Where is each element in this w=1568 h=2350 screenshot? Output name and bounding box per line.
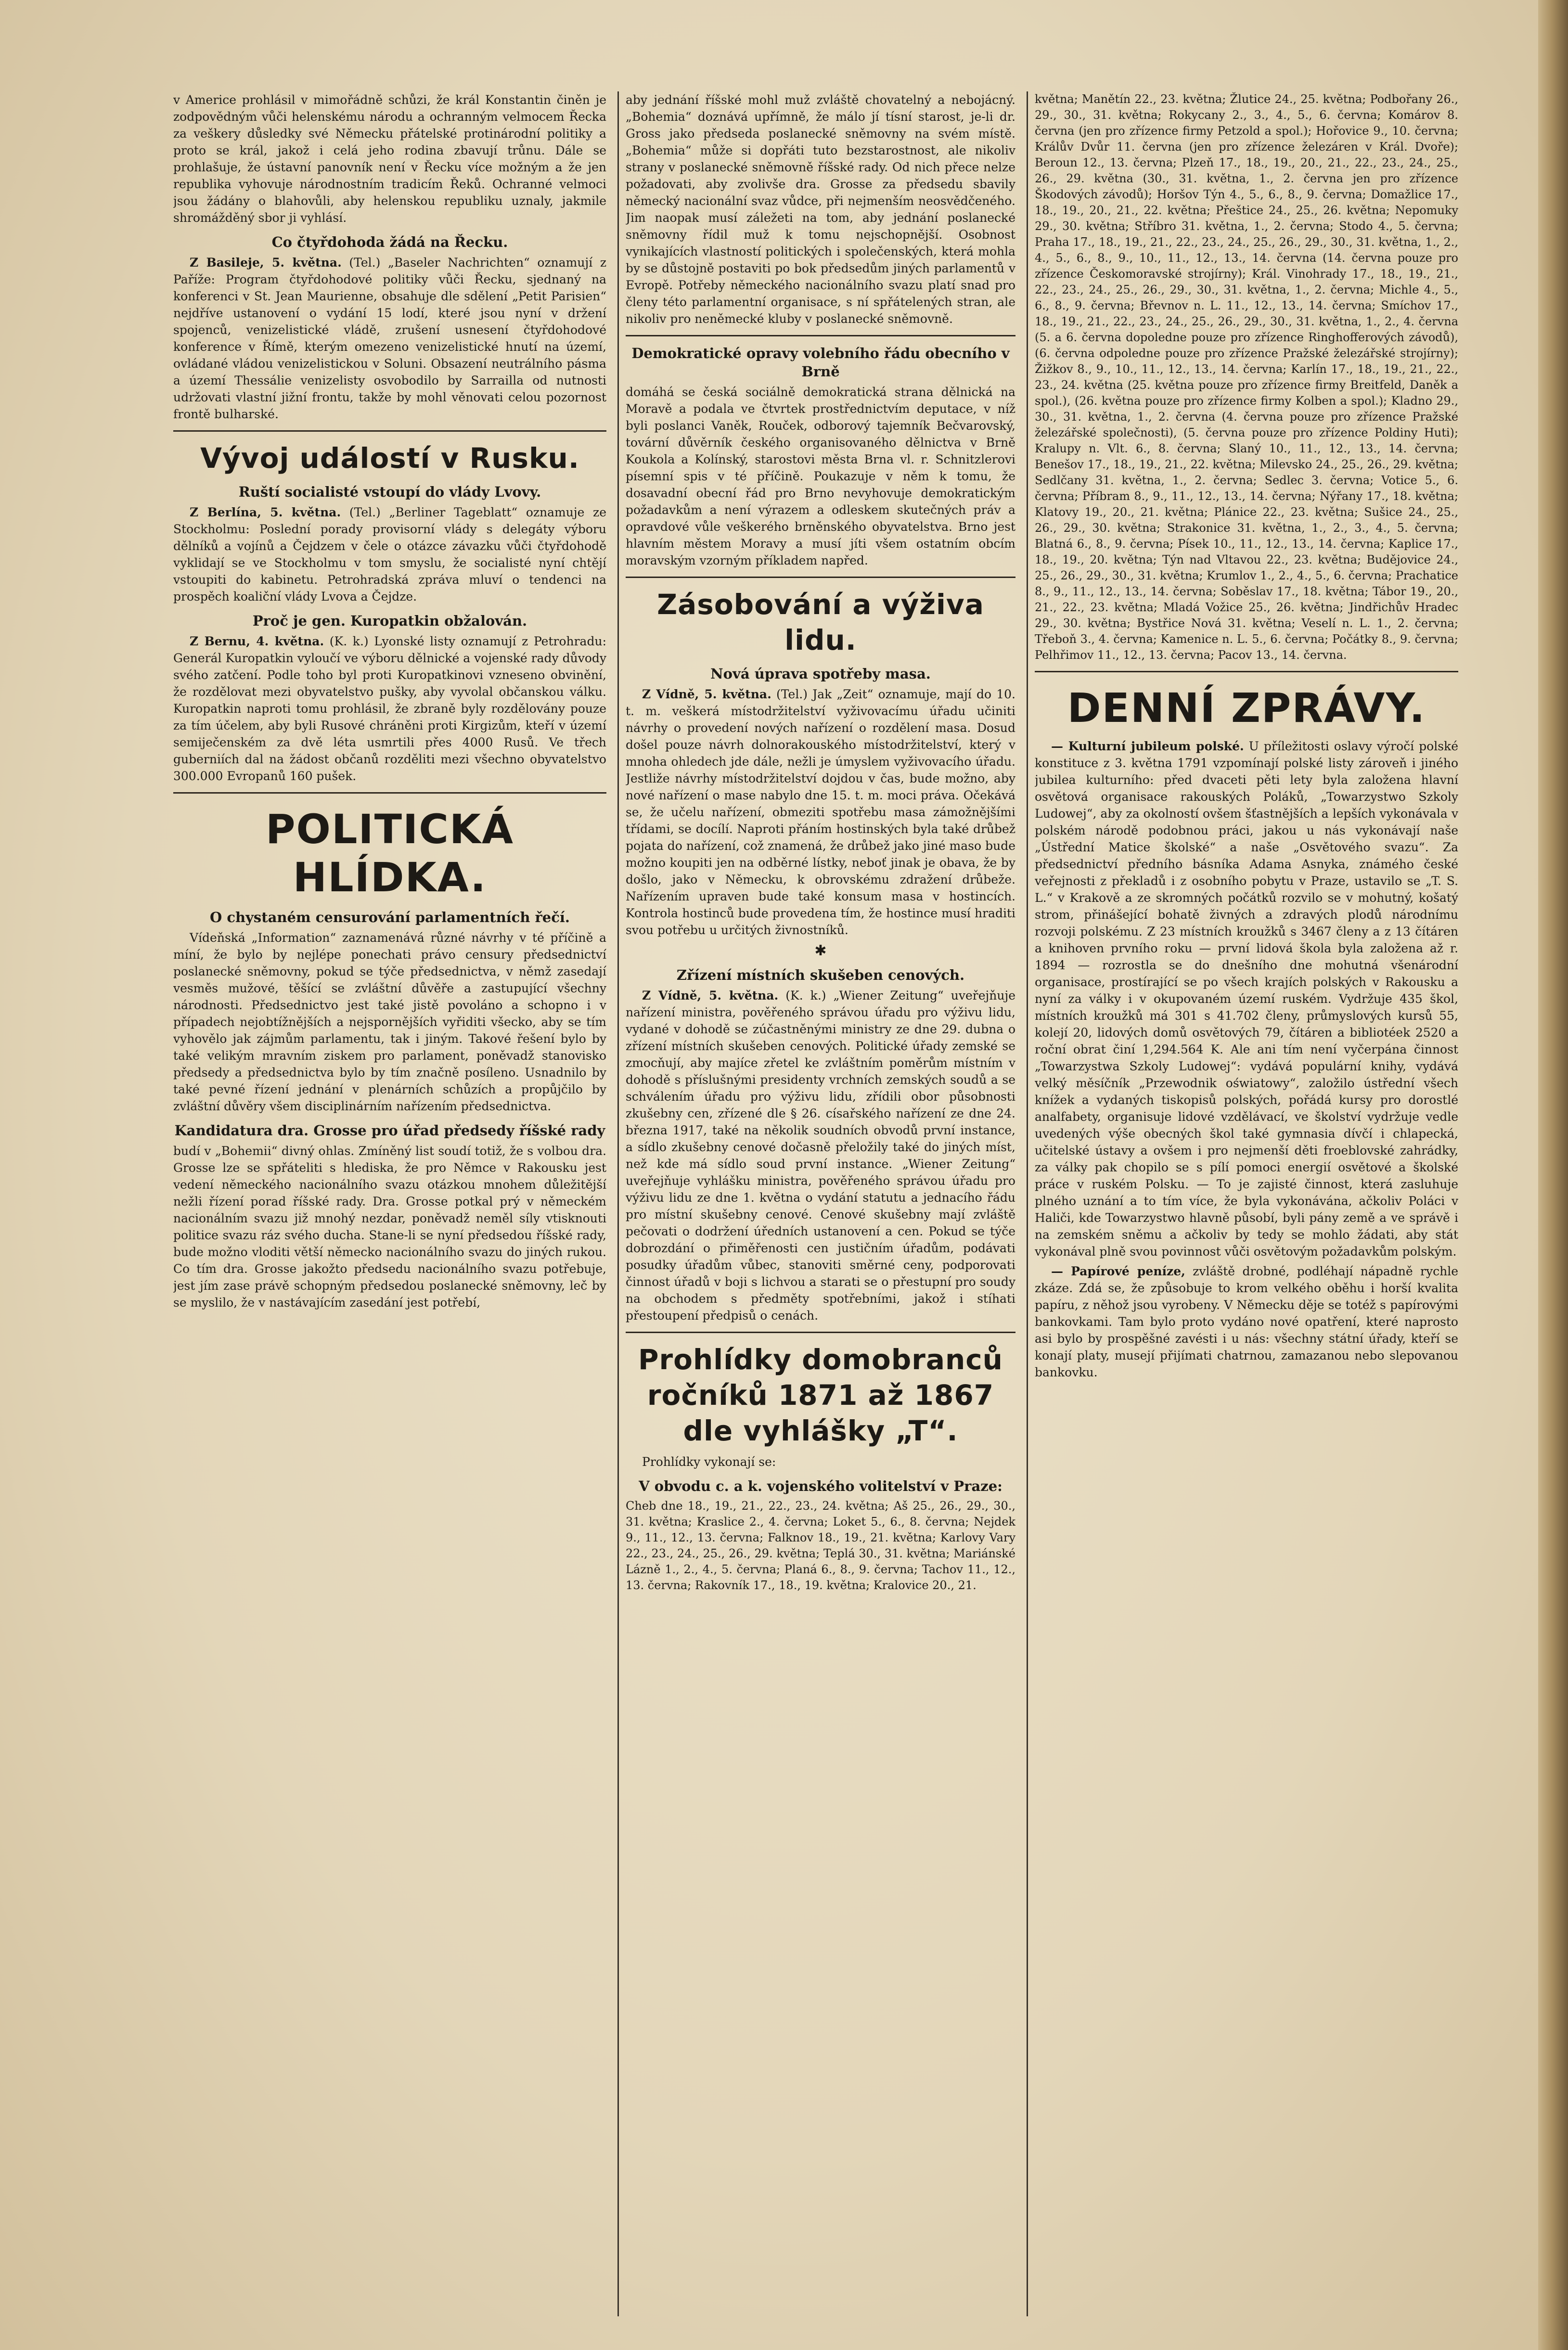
article-heading: Zřízení místních skušeben cenových. [676,967,965,983]
column-rule [1027,91,1028,2316]
article-paragraph: budí v „Bohemii“ divný ohlas. Zmíněný list soudí totiž, že s volbou dra. Grosse lze se spřáteliti s hlediska, že pro Němce v Rakousku jest vedení německého nacionálního svazu otázkou mnohem důležitější nežli řízení porad říšské rady. Dra. Grosse potkal prý v německém nacionálním svazu již mnohý nezdar, poněvadž neměl síly vtisknouti politice svazu ráz svého ducha. Stane-li se nyní předsedou říšské rady, bude možno vloditi větší německo nacionálního svazu do jiných rukou. Co tím dra. Grosse jakožto předsedu nacionálního svazu potřebuje, jest jím zase právě schopným předsedou poslanecké sněmovny, leč by se myslilo, že v nastávajícím zasedání jest potřebí, [173,1144,606,1310]
article-paragraph [626,987,1015,1324]
article-paragraph: Vídeňská „Information“ zaznamenává různé návrhy v té příčině a míní, že bylo by nejlépe ponechati právo censury předsednictví poslanecké sněmovny, pokud se týče předsednictva, v němž zasedají vesměs mužové, těšící se zvláštní důvěře a zastupující všechny národnosti. Předsednictvo jest také jistě povoláno a schopno i v případech nejobtížnějších a nejspornějších vyřiditi všecko, aby se tím vyhovělo jak zájmům parlamentu, tak i jiným. Takové řešení bylo by také velikým mravním ziskem pro parlament, poněvadž stanovisko předsedy a předsednictva bylo by tím značně posíleno. Usnadnilo by také pevné řízení jednání v plenárních schůzích a propůjčilo by zvláštní důvěry všem disciplinárním nařízením předsednictva. [173,931,606,1113]
article-heading: V obvodu c. a k. vojenského volitelství v Praze: [639,1478,1002,1494]
article-paragraph [173,504,606,605]
divider [626,577,1015,578]
column-right [1035,91,1458,2321]
article-paragraph: aby jednání říšské mohl muž zvláště chovatelný a nebojácný. „Bohemia“ doznává upřímně, že málo jí tísní starost, je-li dr. Gross jako předseda poslanecké sněmovny na svém místě. „Bohemia“ může si dopřáti tuto bezstarostnost, ale nikoliv strany v poslanecké sněmovně říšské rady. Od nich přece nelze požadovati, aby zvolivše dra. Grosse za předsedu sbavily německý nacionální svaz vůdce, při nejmenším neosvědčeného. Jim naopak musí záležeti na tom, aby jednání poslanecké sněmovny řídil muž k tomu nejschopnější. Osobnost vynikajících vlastností politických i společenských, která mohla by se důstojně postaviti po bok předsedům jiných parlamentů v Evropě. Potřeby německého nacionálního svazu platí snad pro členy této parlamentní organisace, s ní spřátelených stran, ale nikoliv pro neněmecké kluby v poslanecké sněmovně. [626,93,1015,326]
article-heading: Ruští socialisté vstoupí do vlády Lvovy. [238,484,541,500]
article-paragraph: v Americe prohlásil v mimořádně schůzi, že král Konstantin činěn je zodpovědným vůči helenskému národu a ochranným velmocem Řecka za veškery důsledky své Německu přátelské protinárodní politiky a proto se král, jakož i celá jeho rodina zbavují trůnu. Dále se prohlašuje, že ústavní panovník není v Řecku více možným a že jen republika vyhovuje národnostním tradicím Řeků. Ochranné velmoci jsou žádány o blahovůli, aby helenskou republiku uznaly, jakmile shromážděný sbor ji vyhlásí. [173,93,606,225]
divider [1035,671,1458,672]
article-text: (K. k.) „Wiener Zeitung“ uveřejňuje nařízení ministra, pověřeného správou úřadu pro výživu lidu, vydané v dohodě se zúčastněnými ministry ze dne 29. dubna o zřízení místních skušeben cenových. Politické úřady zemské se zmocňují, aby majíce zřetel ke zvláštním poměrům místním v dohodě s příslušnými presidenty vrchních zemských soudů a se schválením úřadu pro výživu lidu, zřídili obor působnosti zkušebny cen, zřízené dle § 26. císařského nařízení ze dne 24. března 1917, také na několik soudních obvodů první instance, a sídlo zkušebny cenové dočasně přeložily také do jiných míst, než kde má sídlo soud první instance. „Wiener Zeitung“ uveřejňuje vyhlášku ministra, pověřeného správou úřadu pro výživu lidu ze dne 1. května o vydání statutu a jednacího řádu pro místní skušebny cenové. Cenové skušebny mají zvláště pečovati o dodržení úředních ustanovení a cen. Pokud se týče dobrozdání o přiměřenosti cen justičním úřadům, podávati posudky úřadům vůbec, stanoviti směrné ceny, podporovati činnost úřadů v boji s lichvou a starati se o přestupní pro soudy na obchodem s předměty spotřebními, jakož i stíhati přestoupení předpisů o cenách. [626,989,1015,1323]
article-paragraph [1035,738,1458,1260]
section-heading: Zásobování a výživa lidu. [657,588,984,656]
divider [626,1332,1015,1333]
article-heading: Nová úprava spotřeby masa. [710,666,931,682]
dateline: Z Vídně, 5. května. [642,687,771,701]
divider [626,335,1015,336]
article-paragraph [173,254,606,423]
page-binding-edge [1538,0,1568,2350]
article-paragraph: domáhá se česká sociálně demokratická strana dělnická na Moravě a podala ve čtvrtek prostřednictvím deputace, v níž byli poslanci Vaněk, Rouček, odborový tajemník Bečvarovský, tovární důvěrník českého organisovaného dělnictva v Brně Koukola a Kolínský, starostovi města Brna vl. r. Schnitzlerovi písemní spis v té příčině. Poukazuje v něm k tomu, že dosavadní obecní řád pro Brno nevyhovuje demokratickým požadavkům a není výrazem a odleskem skutečných práv a opravdové vůle veškerého brněnského obyvatelstva. Brno jest hlavním městem Moravy a musí jíti všem ostatním obcím moravským vzorným příkladem napřed. [626,385,1015,567]
article-paragraph [173,633,606,784]
article-heading: O chystaném censurování parlamentních řečí. [209,909,570,925]
divider [173,792,606,794]
column-middle [626,91,1015,2321]
article-heading: Co čtyřdohoda žádá na Řecku. [271,234,508,250]
dateline: Z Berlína, 5. května. [190,505,341,519]
section-masthead: DENNÍ ZPRÁVY. [1067,684,1426,732]
article-paragraph [626,686,1015,938]
article-text: U příležitosti oslavy výročí polské konstituce z 3. května 1791 vzpomínají polské listy zároveň i jiného jubilea kulturního: před dvaceti pěti lety byla založena hlavní osvětová organisace rakouských Poláků, „Towarzystwo Szkoly Ludowej“, aby za okolností ovšem šťastnějších a lepších vykonávala v polském národě podobnou práci, jakou u nás vykonávají naše „Ústřední Matice školské“ a naše „Osvětového svazu“. Za předsednictví předního básníka Adama Asnyka, známého české veřejnosti z překladů i z osobního pobytu v Praze, ustavilo se „T. S. L.“ v Krakově a ze skromných počátků rozvilo se v mohutný, košatý strom, přinášející bohatě živných a zdravých plodů národnímu rozvoji polskému. Z 23 místních kroužků s 3467 členy a z 13 čítáren a knihoven prvního roku — první lidová škola byla založena až r. 1894 — rozrostla se do dnešního dne mohutná všenárodní organisace, prostírající se po všech krajích polských v Rakousku a nyní za války i v okupovaném území ruském. Vydržuje 435 škol, místních kroužků má 301 s 41.702 členy, průmyslových kursů 55, kolejí 20, lidových domů osvětových 79, čítáren a bibliotéek 2520 a roční obrat činí 1,294.564 K. Ale ani tím není vyčerpána činnost „Towarzystwa Szkoly Ludowej“: vydává populární knihy, vydává velký měsíčník „Przewodnik oświatowy“, založilo ústřední všech knížek a vydaných tiskopisů polských, pořádá kursy pro dorostlé analfabety, organisuje lidové vzdělávací, ve školství vydržuje vedle uvedených výše obecných škol také gymnasia dívčí i chlapecká, učitelské ústavy a ovšem i pro nejmenší děti froeblovské zahrádky, za války pak chopilo se s pílí pomoci energií osvětové a školské práce v ruském Polsku. — To je zajisté činnost, která zasluhuje plného uznání a to tím více, že byla vykonávána, ačkoliv Poláci v Haliči, kde Towarzystwo hlavně působí, byli pány země a ve správě i na zemském sněmu a ačkoliv by tedy se mohlo žádati, aby stát vykonával plně svou povinnost vůči osvětovým požadavkům polským. [1035,739,1458,1258]
article-lead: — Papírové peníze, [1051,1264,1185,1278]
schedule-list: května; Manětín 22., 23. května; Žlutice 24., 25. května; Podbořany 26., 29., 30., 31. května; Rokycany 2., 3., 4., 5., 6. června; Komárov 8. června (jen pro zřízence firmy Petzold a spol.); Hořovice 9., 10. června; Králův Dvůr 11. června (jen pro zřízence železáren v Král. Dvoře); Beroun 12., 13. června; Plzeň 17., 18., 19., 20., 21., 22., 23., 24., 25., 26., 29. května (30., 31. května, 1., 2. června jen pro zřízence Škodových závodů); Horšov Týn 4., 5., 6., 8., 9. června; Domažlice 17., 18., 19., 20., 21., 22. května; Přeštice 24., 25., 26. května; Nepomuky 29., 30. května; Stříbro 31. května, 1., 2. června; Stodo 4., 5. června; Praha 17., 18., 19., 21., 22., 23., 24., 25., 26., 29., 30., 31. května, 1., 2., 4., 5., 6., 8., 9., 10., 11., 12., 13., 14. června (14. června pouze pro zřízence Českomoravské strojírny); Král. Vinohrady 17., 18., 19., 21., 22., 23., 24., 25., 26., 29., 30., 31. května, 1., 2. června; Michle 4., 5., 6., 8., 9. června; Břevnov n. L. 11., 12., 13., 14. června; Smíchov 17., 18., 19., 21., 22., 23., 24., 25., 26., 29., 30., 31. května, 1., 2., 4. června (5. a 6. června dopoledne pouze pro zřízence Ringhofferových závodů), (6. června odpoledne pouze pro zřízence Pražské železářské strojírny); Žižkov 8., 9., 10., 11., 12., 13., 14. června; Karlín 17., 18., 19., 21., 22., 23., 24. května (25. května pouze pro zřízence firmy Breitfeld, Daněk a spol.), (26. května pouze pro zřízence firmy Kolben a spol.); Kladno 29., 30., 31. května, 1., 2. června (4. června pouze pro zřízence Pražské železářské společnosti), (5. června pouze pro zřízence Poldiny Huti); Kralupy n. Vlt. 6., 8. června; Slaný 10., 11., 12., 13., 14. června; Benešov 17., 18., 19., 21., 22. května; Milevsko 24., 25., 26., 29. května; Sedlčany 31. května, 1., 2. června; Sedlec 3. června; Votice 5., 6. června; Příbram 8., 9., 11., 12., 13., 14. června; Nýřany 17., 18. května; Klatovy 19., 20., 21. května; Plánice 22., 23. května; Sušice 24., 25., 26., 29., 30. května; Strakonice 31. května, 1., 2., 3., 4., 5. června; Blatná 6., 8., 9. června; Písek 10., 11., 12., 13., 14. června; Kaplice 17., 18., 19., 20. května; Týn nad Vltavou 22., 23. května; Budějovice 24., 25., 26., 29., 30., 31. května; Krumlov 1., 2., 4., 5., 6. června; Prachatice 8., 9., 11., 12., 13., 14. června; Soběslav 17., 18. května; Tábor 19., 20., 21., 22., 23. května; Mladá Vožice 25., 26. května; Jindřichův Hradec 29., 30. května; Bystřice Nová 31. května; Veselí n. L. 1., 2. června; Třeboň 3., 4. června; Kamenice n. L. 5., 6. června; Počátky 8., 9. června; Pelhřimov 11., 12., 13. června; Pacov 13., 14. června. [1035,92,1458,662]
section-heading: Vývoj událostí v Rusku. [200,442,579,475]
section-heading: Prohlídky domobranců ročníků 1871 až 1867 dle vyhlášky „T“. [638,1343,1003,1447]
article-heading: Demokratické opravy volebního řádu obecního v Brně [631,345,1010,380]
section-masthead: POLITICKÁ HLÍDKA. [265,806,514,901]
dateline: Z Basileje, 5. května. [190,256,342,270]
article-text: (Tel.) Jak „Zeit“ oznamuje, mají do 10. t. m. veškerá místodržitelství vyživovacímu úřadu učiniti návrhy o provedení nových nařízení o rozdělení masa. Dosud došel pouze návrh dolnorakouského místodržitelství, který v mnoha ohledech jde dále, nežli je úmyslem vyživovacího úřadu. Jestliže návrhy místodržitelství dojdou v čas, bude možno, aby nové nařízení o mase nabylo dne 15. t. m. moci práva. Očekává se, že učelu nařízení, obmeziti spotřebu masa zámožnějšími třídami, se docílí. Naproti přáním hostinských byla také drůbež pojata do nařízení, což znamená, že drůbež jako jiné maso bude možno koupiti jen na odběrné lístky, neboť jinak je obava, že by došlo, jako v Německu, k obrovskému zdražení drůbeže. Nařízením upraven bude také konsum masa v hostincích. Kontrola hostinců bude provedena tím, že hostince musí hraditi svou potřebu u určitých živnostníků. [626,687,1015,937]
article-heading: Kandidatura dra. Grosse pro úřad předsedy říšské rady [174,1122,605,1139]
dateline: Z Bernu, 4. května. [190,634,324,648]
column-rule [617,91,619,2316]
article-text: (Tel.) „Berliner Tageblatt“ oznamuje ze Stockholmu: Poslední porady provisorní vlády s delegáty výboru dělníků a vojínů a Čejdzem v čele o otázce závazku vůči čtyřdohodě vyklidají se ve Stockholmu v tom smyslu, že socialisté nyní chtějí vstoupiti do kabinetu. Petrohradská zpráva mluví o tendenci na prospěch koaliční vlády Lvova a Čejdze. [173,505,606,604]
article-lead: — Kulturní jubileum polské. [1051,739,1244,753]
article-paragraph: Prohlídky vykonají se: [642,1455,776,1469]
column-left [173,91,606,2321]
schedule-list: Cheb dne 18., 19., 21., 22., 23., 24. května; Aš 25., 26., 29., 30., 31. května; Kraslice 2., 4. června; Loket 5., 6., 8. června; Nejdek 9., 11., 12., 13. června; Falknov 18., 19., 21. května; Karlovy Vary 22., 23., 24., 25., 26., 29. května; Teplá 30., 31. května; Mariánské Lázně 1., 2., 4., 5. června; Planá 6., 8., 9. června; Tachov 11., 12., 13. června; Rakovník 17., 18., 19. května; Kralovice 20., 21. [626,1499,1015,1592]
article-heading: Proč je gen. Kuropatkin obžalován. [252,613,527,629]
article-text: zvláště drobné, podléhají nápadně rychle zkáze. Zdá se, že způsobuje to krom velkého oběhu i horší kvalita papíru, z něhož jsou vyrobeny. V Německu děje se totéž s papírovými bankovkami. Tam bylo proto vydáno nové opatření, které naprosto asi bylo by prospěšné zavésti i u nás: všechny státní úřady, kteří se konají platy, musejí přijímati chatrnou, zamazanou nebo slepovanou bankovku. [1035,1264,1458,1379]
article-text: (K. k.) Lyonské listy oznamují z Petrohradu: Generál Kuropatkin vyloučí ve výboru dělnické a vojenské rady důvody svého zatčení. Podle toho byl proti Kuropatkinovi vzneseno obvinění, že rozdělovat mezi obyvatelstvo pušky, aby vyvolal občanskou válku. Kuropatkin naproti tomu prohlásil, že zbraně byly rozdělovány pouze za tím účelem, aby byli Rusové chráněni proti Kirgizům, kteří v území semiječenském za dvě léta usmrtili přes 4000 Rusů. Ve třech guberniích dal na žádost občanů rozděliti mezi všechno obyvatelstvo 300.000 Evropanů 160 pušek. [173,634,606,783]
dateline: Z Vídně, 5. května. [642,989,779,1002]
article-paragraph [1035,1263,1458,1381]
section-mark: ✱ [814,942,827,959]
divider [173,430,606,432]
article-text: (Tel.) „Baseler Nachrichten“ oznamují z Paříže: Program čtyřdohodové politiky vůči Řecku, sjednaný na konferenci v St. Jean Maurienne, obsahuje dle sdělení „Petit Parisien“ nejdříve ustanovení o vydání 15 lodí, které jsou nyní v držení spojenců, venizelistické vládě, zrušení usnesení čtyřdohodové konference v Římě, kterým omezeno venizelistické hnutí na území, ovládané vládou venizelistickou v Soluni. Obsazení neutrálního pásma a území Thessálie venizelisty osvobodilo by Sarrailla od nutnosti udržovati vlastní jižní frontu, takže by mohl věnovati celou pozornost frontě bulharské. [173,256,606,421]
